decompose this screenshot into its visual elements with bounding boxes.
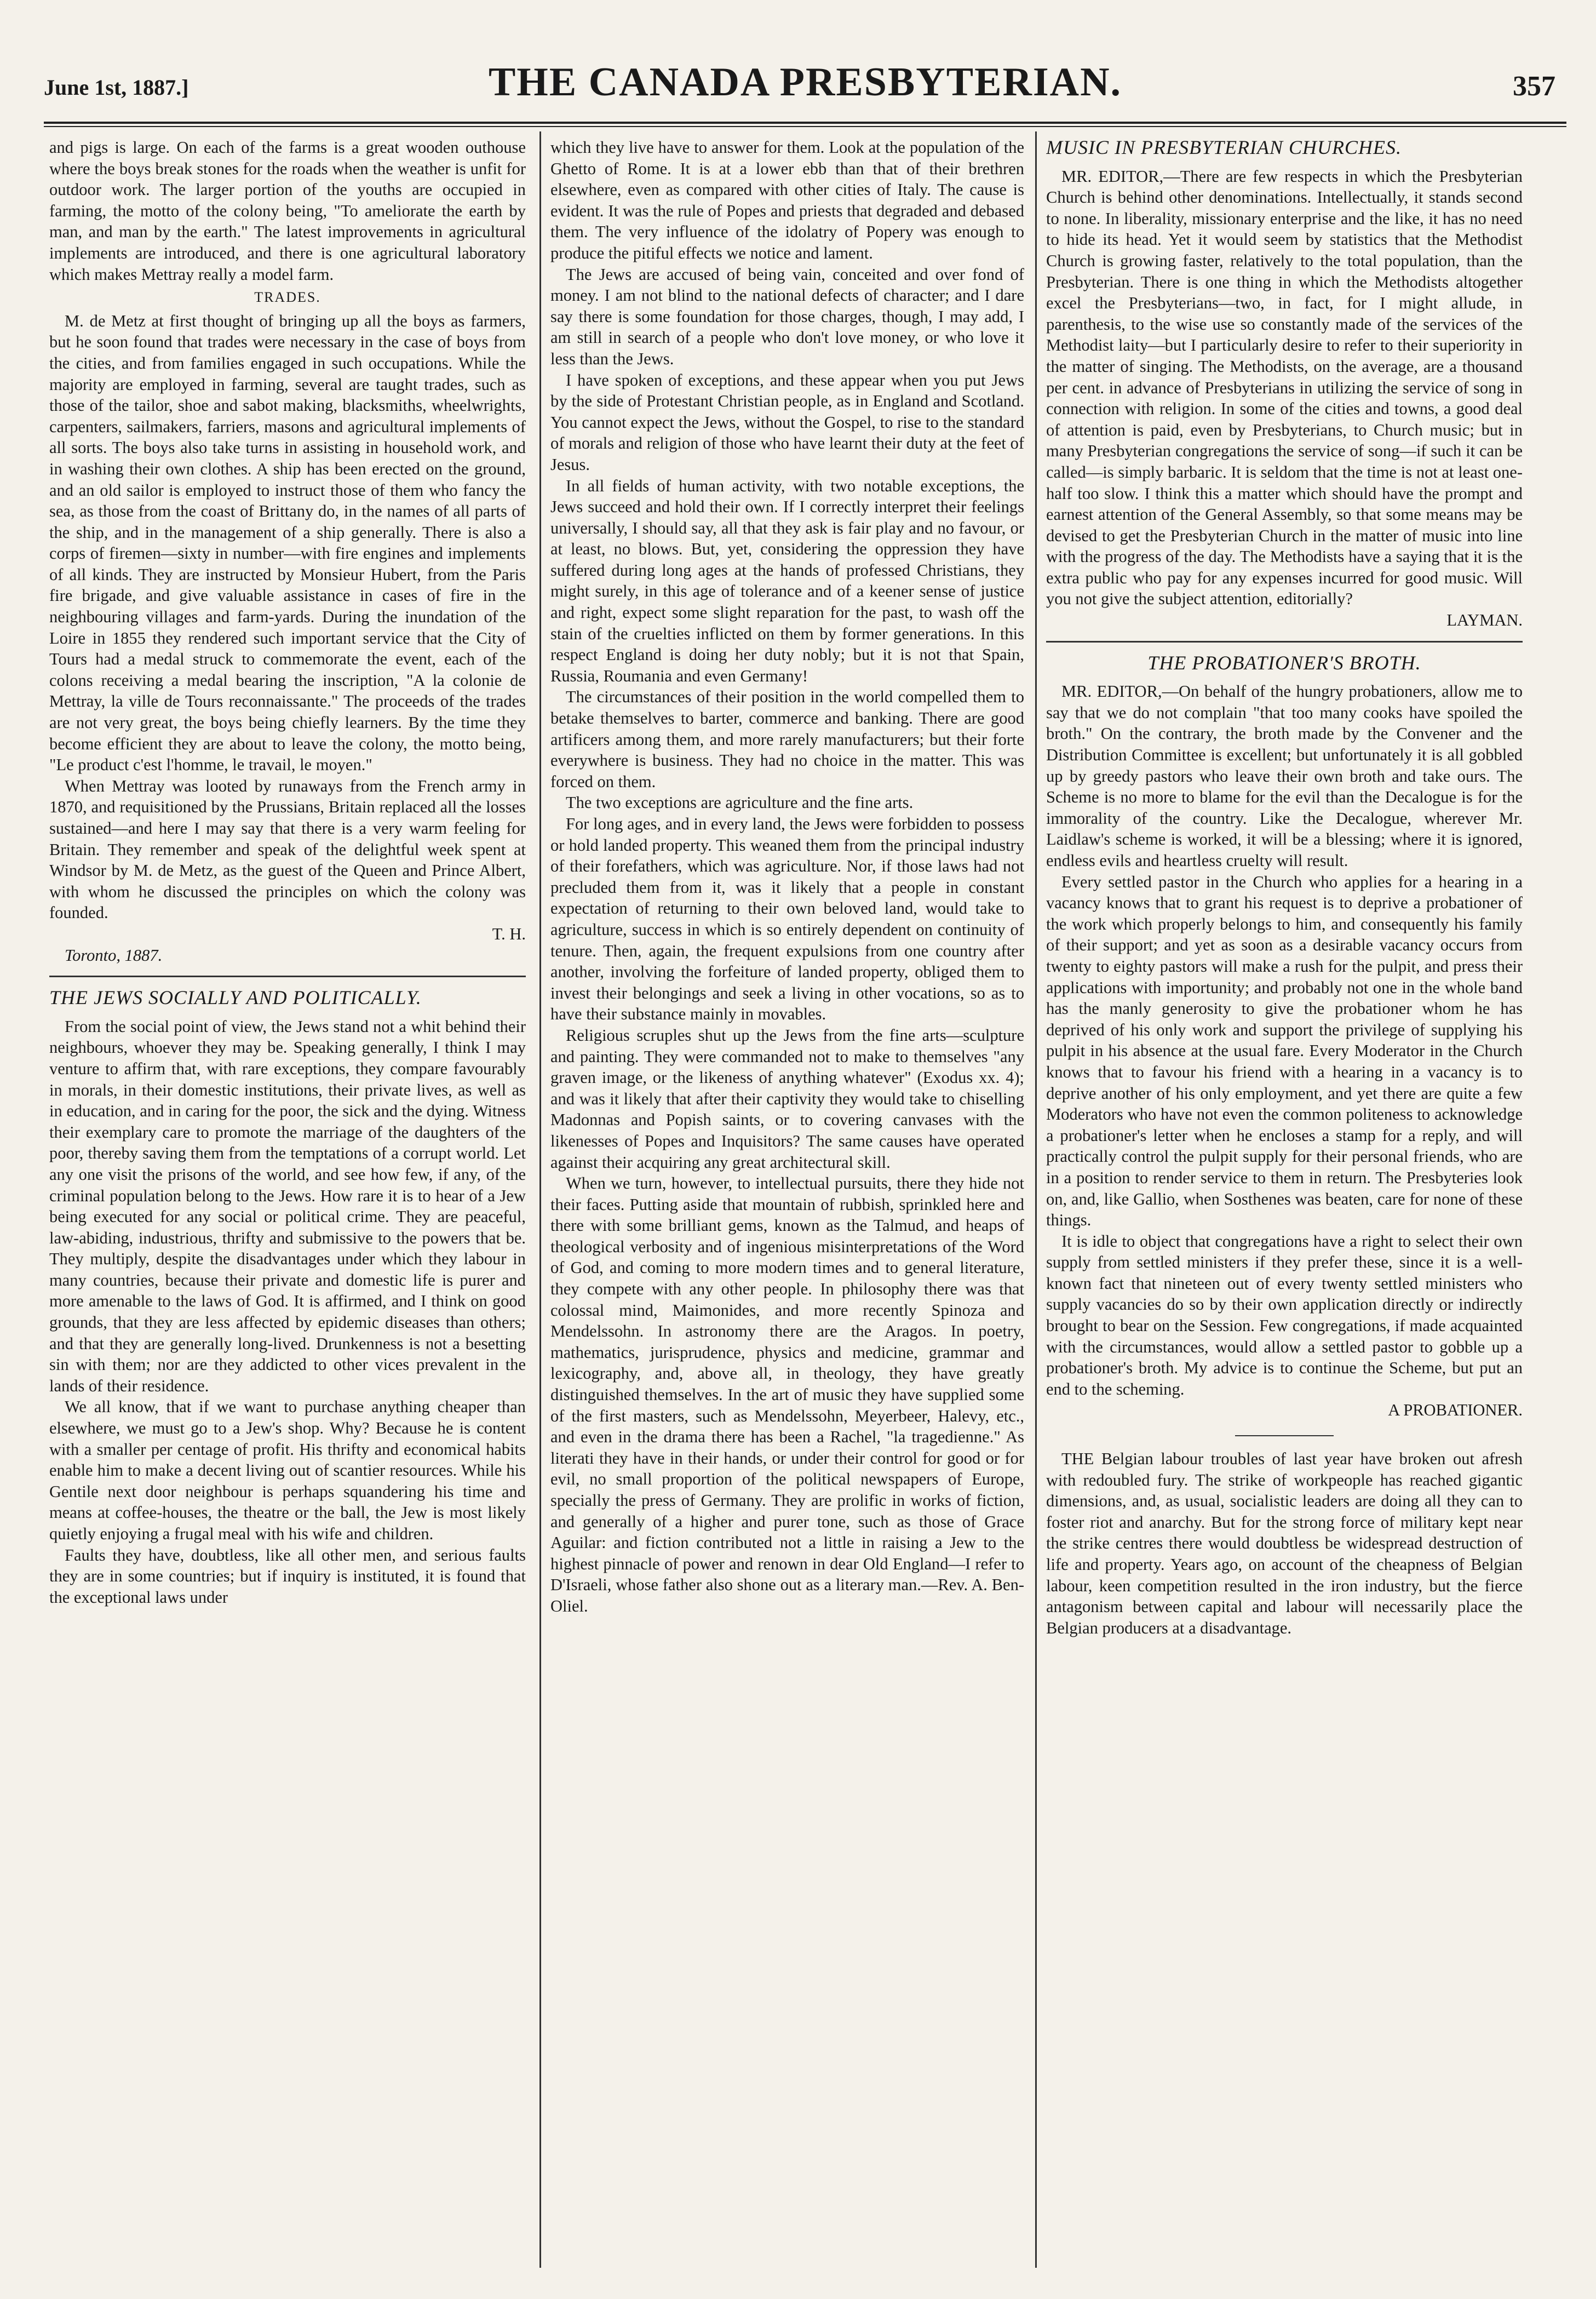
section-subheading: TRADES. (254, 289, 321, 306)
header-rule-thin (44, 126, 1566, 127)
paragraph: Religious scruples shut up the Jews from the fine arts—sculpture and painting. They were commanded not to make to themselves "any graven image, or the likeness of anything whatever" (Exodus xx. 4); and was it likely that after their captivity they would take to chiselling Madonnas and Popish saints, or to covering canvases with the likenesses of Popes and Inquisitors? The same causes have operated against their acquiring any great architectural skill. (550, 1025, 1024, 1172)
article-title: MUSIC IN PRESBYTERIAN CHURCHES. (1046, 137, 1402, 158)
page-number: 357 (1513, 71, 1555, 102)
paragraph: When Mettray was looted by runaways from the French army in 1870, and requisitioned by the Prussians, Britain replaced all the losses sustained—and here I may say that there is a very warm feeling for Britain. They remember and speak of the delightful week spent at Windsor by M. de Metz, as the guest of the Queen and Prince Albert, with whom he discussed the principles on which the colony was founded. (49, 776, 526, 922)
page-header (44, 55, 1566, 115)
column-2 (550, 137, 1024, 2268)
paragraph: It is idle to object that congregations have a right to select their own supply from settled ministers if they prefer these, since it is a well-known fact that nineteen out of every twenty settled ministers who supply vacancies do so by their own application directly or indirectly brought to bear on the Session. Few congregations, if made acquainted with the circumstances, would allow a settled pastor to gobble up a probationer's broth. My advice is to continue the Scheme, but put an end to the scheming. (1046, 1231, 1523, 1398)
paragraph: The Jews are accused of being vain, conceited and over fond of money. I am not blind to the national defects of character; and I dare say there is some foundation for those charges, though, I may add, I am still in search of a people who don't love money, or who love it less than the Jews. (550, 265, 1024, 368)
paragraph: M. de Metz at first thought of bringing up all the boys as farmers, but he soon found that trades were necessary in the case of boys from the cities, and from families engaged in such occupations. While the majority are employed in farming, several are taught trades, such as those of the tailor, shoe and sabot making, blacksmiths, wheelwrights, carpenters, sailmakers, farriers, masons and agricultural implements of all sorts. The boys also take turns in assisting in household work, and in washing their own clothes. A ship has been erected on the ground, and an old sailor is employed to instruct those of them who fancy the sea, as those from the coast of Brittany do, in the names of all parts of the ship, and in the management of a ship generally. There is also a corps of firemen—sixty in number—with fire engines and implements of all kinds. They are instructed by Monsieur Hubert, from the Paris fire brigade, and give valuable assistance in cases of fire in the neighbouring villages and farm-yards. During the inundation of the Loire in 1855 they rendered such important service that the City of Tours had a medal struck to commemorate the event, each of the colons receiving a medal bearing the inscription, "A la colonie de Mettray, la ville de Tours reconnaissante." The proceeds of the trades are not very great, the boys being chiefly learners. By the time they become efficient they are about to leave the colony, the motto being, "Le product c'est l'homme, le travail, le moyen." (49, 311, 526, 775)
signature: A PROBATIONER. (1388, 1401, 1523, 1420)
paragraph: I have spoken of exceptions, and these appear when you put Jews by the side of Protestant Christian people, as in England and Scotland. You cannot expect the Jews, without the Gospel, to rise to the standard of morals and religion of those who have learnt their duty at the feet of Jesus. (550, 370, 1024, 474)
masthead-title: THE CANADA PRESBYTERIAN. (488, 60, 1122, 105)
paragraph: The circumstances of their position in the world compelled them to betake themselves to barter, commerce and banking. There are good artificers among them, and more rarely manufacturers; but their forte everywhere is business. They had no choice in the matter. This was forced on them. (550, 687, 1024, 791)
paragraph: The two exceptions are agriculture and the fine arts. (566, 793, 914, 812)
signature: LAYMAN. (1446, 611, 1523, 630)
paragraph: When we turn, however, to intellectual pursuits, there they hide not their faces. Putting aside that mountain of rubbish, sprinkled here and there with some brilliant gems, known as the Talmud, and heaps of theological verbosity and of ingenious misinterpretations of the Word of God, and coming to more modern times and to general literature, they compete with any other people. In philosophy there was that colossal mind, Maimonides, and more recently Spinoza and Mendelssohn. In astronomy there are the Aragos. In poetry, mathematics, jurisprudence, physics and medicine, grammar and lexicography, and, above all, in theology, they have greatly distinguished themselves. In the art of music they have supplied some of the first masters, such as Mendelssohn, Meyerbeer, Halevy, etc., and even in the drama there has been a Rachel, "la tragedienne." As literati they have in their hands, or under their control for good or for evil, no small proportion of the political newspapers of Europe, specially the press of Germany. They are prolific in works of fiction, and generally of a higher and purer tone, such as those of Grace Aguilar: and fiction contributed not a little in raising a Jew to the highest pinnacle of power and renown in dear Old England—I refer to D'Israeli, whose father also shone out as a literary man.—Rev. A. Ben-Oliel. (550, 1174, 1024, 1615)
paragraph: In all fields of human activity, with two notable exceptions, the Jews succeed and hold their own. If I correctly interpret their feelings universally, I should say, all that they ask is fair play and no favour, or at least, no blows. But, yet, considering the oppression they have suffered during long ages at the hands of professed Christians, they might surely, in this age of tolerance and of a keener sense of justice and right, expect some slight reparation for the past, to wash off the stain of the cruelties inflicted on them by former generations. In this respect England is doing her duty nobly; but it is not that Spain, Russia, Roumania and even Germany! (550, 476, 1024, 685)
paragraph: THE Belgian labour troubles of last year have broken out afresh with redoubled fury. The strike of workpeople has reached gigantic dimensions, and, as usual, socialistic leaders are doing all they can to foster riot and anarchy. But for the strong force of military kept near the strike centres there would doubtless be widespread destruction of life and property. Years ago, on account of the cheapness of Belgian labour, keen competition resulted in the iron industry, but the fierce antagonism between capital and labour will necessarily place the Belgian producers at a disadvantage. (1046, 1449, 1523, 1637)
short-divider (1235, 1435, 1334, 1436)
paragraph: MR. EDITOR,—On behalf of the hungry probationers, allow me to say that we do not complain "that too many cooks have spoiled the broth." On the contrary, the broth made by the Convener and the Distribution Committee is excellent; but unfortunately it is all gobbled up by greedy pastors who leave their own broth and take ours. The Scheme is no more to blame for the evil than the Decalogue is for the immorality of the country. Like the Decalogue, wherever Mr. Laidlaw's scheme is worked, it will be a blessing; where it is ignored, endless evils and heartless cruelty will result. (1046, 682, 1523, 870)
header-rule (44, 122, 1566, 124)
column-divider-1 (539, 131, 541, 2268)
paragraph: which they live have to answer for them. Look at the population of the Ghetto of Rome. It is at a lower ebb than that of their brethren elsewhere, even as compared with other cities of Italy. The cause is evident. It was the rule of Popes and priests that degraded and debased them. The very influence of the idolatry of Popery was enough to produce the pitiful effects we notice and lament. (550, 138, 1024, 262)
paragraph: and pigs is large. On each of the farms is a great wooden outhouse where the boys break stones for the roads when the weather is unfit for outdoor work. The larger portion of the youths are occupied in farming, the motto of the colony being, "To ameliorate the earth by man, and man by the earth." The latest improvements in agricultural implements are introduced, and there is one agricultural laboratory which makes Mettray really a model farm. (49, 138, 526, 284)
article-title: THE PROBATIONER'S BROTH. (1147, 651, 1421, 674)
paragraph: From the social point of view, the Jews stand not a whit behind their neighbours, whoever they may be. Speaking generally, I think I may venture to affirm that, with rare exceptions, they compare favourably in morals, in their domestic institutions, their private lives, as well as in education, and in caring for the poor, the sick and the dying. Witness their exemplary care to promote the marriage of the daughters of the poor, thereby saving them from the temptations of a corrupt world. Let any one visit the prisons of the world, and see how few, if any, of the criminal population belong to the Jews. How rare it is to hear of a Jew being executed for any social or political crime. They are peaceful, law-abiding, industrious, thrifty and submissive to the powers that be. They multiply, despite the disadvantages under which they labour in many countries, because their private and domestic life is purer and more amenable to the laws of God. It is affirmed, and I think on good grounds, that they are less affected by epidemic diseases than others; and that they are generally long-lived. Drunkenness is not a besetting sin with them; nor are they addicted to other vices prevalent in the lands of their residence. (49, 1017, 526, 1395)
paragraph: We all know, that if we want to purchase anything cheaper than elsewhere, we must go to a Jew's shop. Why? Because he is content with a smaller per centage of profit. His thrifty and economical habits enable him to make a decent living out of scantier resources. While his Gentile next door neighbour is perhaps squandering his time and means at coffee-houses, the theatre or the ball, the Jew is most likely quietly enjoying a frugal meal with his wife and children. (49, 1397, 526, 1543)
article-divider (49, 976, 526, 977)
dateline: Toronto, 1887. (65, 945, 163, 965)
paragraph: Faults they have, doubtless, like all other men, and serious faults they are in some countries; but if inquiry is instituted, it is found that the exceptional laws under (49, 1545, 526, 1607)
article-title: THE JEWS SOCIALLY AND POLITICALLY. (49, 987, 422, 1009)
paragraph: Every settled pastor in the Church who applies for a hearing in a vacancy knows that to grant his request is to deprive a probationer of the work which properly belongs to him, and consequently his family of their support; and yet as soon as a desirable vacancy occurs from twenty to eighty pastors will make a rush for the pulpit, and press their applications with importunity; and probably not one in the whole band has the manly generosity to give the probationer whom he has deprived of his only work and support the privilege of supplying his pulpit in his absence at the usual fare. Every Moderator in the Church knows that to favour his friend with a hearing in a vacancy is to deprive another of his only employment, and yet there are quite a few Moderators who have not even the common politeness to acknowledge a probationer's letter when he encloses a stamp for a reply, and will practically control the pulpit supply for their personal friends, who are in a position to render service to them in return. The Presbyteries look on, and, like Gallio, when Sosthenes was beaten, care for none of these things. (1046, 872, 1523, 1230)
paragraph: MR. EDITOR,—There are few respects in which the Presbyterian Church is behind other denominations. Intellectually, it stands second to none. In liberality, missionary enterprise and the like, it has no need to hide its head. Yet it would seem by statistics that the Methodist Church is growing faster, relatively to the total population, than the Presbyterian. There is one thing in which the Methodists altogether excel the Presbyterians—two, in fact, for I might allude, in parenthesis, to the wise use so constantly made of the services of the Methodist laity—but I particularly desire to refer to their superiority in the matter of singing. The Methodists, on the average, are a thousand per cent. in advance of Presbyterians in utilizing the service of song in connection with religion. In some of the cities and towns, a good deal of attention is paid, even by Presbyterians, to Church music; but in many Presbyterian congregations the service of song—if such it can be called—is simply barbaric. It is seldom that the time is not at least one-half too slow. I think this a matter which should have the prompt and earnest attention of the General Assembly, so that some means may be devised to get the Presbyterian Church in the matter of music into line with the progress of the day. The Methodists have a saying that it is the extra public who pay for any expenses incurred for good music. Will you not give the subject attention, editorially? (1046, 167, 1523, 609)
column-divider-2 (1035, 131, 1037, 2268)
column-3 (1046, 137, 1523, 2268)
column-1 (49, 137, 526, 2268)
signature: T. H. (492, 924, 526, 943)
article-divider (1046, 641, 1523, 643)
paragraph: For long ages, and in every land, the Jews were forbidden to possess or hold landed property. This weaned them from the principal industry of their forefathers, which was agriculture. Nor, if those laws had not precluded them from it, was it likely that a people in constant expectation of returning to their own beloved land, would take to agriculture, success in which is so entirely dependent on continuity of tenure. Then, again, the frequent expulsions from one country after another, involving the forfeiture of landed property, obliged them to invest their belongings and seek a living in other vocations, so as to have their substance mainly in movables. (550, 815, 1024, 1024)
issue-date: June 1st, 1887.] (44, 75, 189, 100)
